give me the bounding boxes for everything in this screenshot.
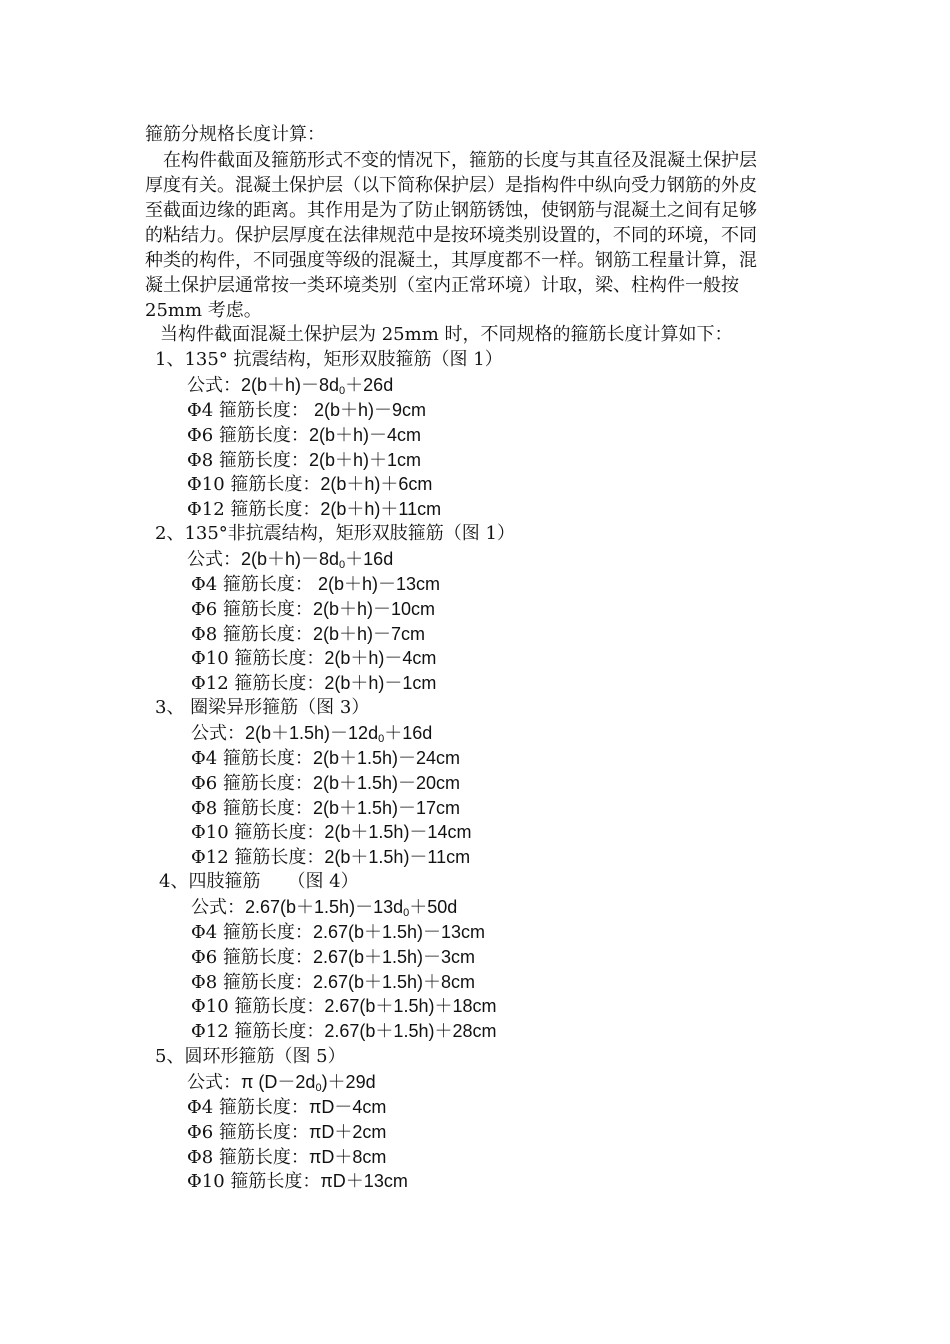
paragraph-line: 种类的构件，不同强度等级的混凝土，其厚度都不一样。钢筋工程量计算，混 bbox=[145, 250, 757, 271]
item-value: πD＋8cm bbox=[308, 1146, 387, 1167]
item-value: 2(b＋h)－10cm bbox=[312, 598, 435, 619]
item-line bbox=[159, 970, 496, 995]
item-label: Φ6 箍筋长度： bbox=[191, 772, 313, 794]
formula-sub: 0 bbox=[339, 558, 346, 571]
item-line bbox=[155, 820, 471, 845]
item-value: 2(b＋h)＋6cm bbox=[320, 474, 433, 495]
section-2 bbox=[155, 522, 515, 696]
item-line bbox=[155, 1145, 408, 1170]
item-line bbox=[159, 945, 496, 970]
item-value: 2.67(b＋1.5h)＋8cm bbox=[312, 971, 476, 992]
item-value: 2(b＋h)－4cm bbox=[324, 648, 437, 669]
item-value: 2(b＋h)－4cm bbox=[308, 424, 421, 445]
formula-pre: 2(b＋h)－8d bbox=[241, 374, 340, 395]
item-value: 2(b＋1.5h)－24cm bbox=[312, 747, 460, 768]
item-value: 2(b＋h)－9cm bbox=[308, 399, 426, 420]
item-label: Φ4 箍筋长度： bbox=[187, 399, 309, 421]
formula-label: 公式： bbox=[187, 548, 241, 570]
item-label: Φ4 箍筋长度： bbox=[191, 747, 313, 769]
section-heading: 5、圆环形箍筋（图 5） bbox=[155, 1046, 346, 1067]
paragraph-line: 的粘结力。保护层厚度在法律规范中是按环境类别设置的，不同的环境，不同 bbox=[145, 225, 757, 246]
item-line bbox=[155, 1120, 408, 1145]
section-1 bbox=[155, 348, 503, 522]
item-value: 2(b＋1.5h)－20cm bbox=[312, 772, 460, 793]
item-line bbox=[155, 845, 471, 870]
section-heading: 4、四肢箍筋 （图 4） bbox=[159, 871, 359, 892]
item-value: πD＋2cm bbox=[308, 1121, 387, 1142]
item-value: 2.67(b＋1.5h)－13cm bbox=[312, 921, 486, 942]
formula-line bbox=[155, 373, 503, 398]
formula-post: ＋16d bbox=[384, 722, 433, 743]
section-5 bbox=[155, 1045, 408, 1194]
item-value: 2.67(b＋1.5h)＋18cm bbox=[324, 996, 497, 1017]
item-label: Φ4 箍筋长度： bbox=[187, 1096, 309, 1118]
item-label: Φ4 箍筋长度： bbox=[191, 921, 313, 943]
paragraph-line: 凝土保护层通常按一类环境类别（室内正常环境）计取，梁、柱构件一般按 bbox=[145, 275, 739, 296]
formula-label: 公式： bbox=[191, 896, 245, 918]
item-label: Φ10 箍筋长度： bbox=[191, 996, 325, 1018]
item-line bbox=[155, 622, 515, 647]
item-label: Φ10 箍筋长度： bbox=[187, 474, 321, 496]
item-label: Φ8 箍筋长度： bbox=[187, 449, 309, 471]
item-label: Φ8 箍筋长度： bbox=[191, 623, 313, 645]
formula-post: )＋29d bbox=[321, 1071, 376, 1092]
section-heading: 1、135° 抗震结构，矩形双肢箍筋（图 1） bbox=[155, 349, 503, 370]
item-line bbox=[155, 1095, 408, 1120]
item-line bbox=[155, 472, 503, 497]
paragraph-line: 25mm 考虑。 bbox=[145, 300, 262, 321]
section-heading: 3、 圈梁异形箍筋（图 3） bbox=[155, 697, 370, 718]
item-label: Φ10 箍筋长度： bbox=[187, 1171, 321, 1193]
formula-line bbox=[159, 895, 496, 920]
formula-sub: 0 bbox=[378, 732, 385, 745]
item-line bbox=[155, 572, 515, 597]
item-line bbox=[155, 796, 471, 821]
item-label: Φ6 箍筋长度： bbox=[191, 598, 313, 620]
formula-line bbox=[155, 547, 515, 572]
item-value: 2(b＋1.5h)－11cm bbox=[324, 847, 471, 868]
item-label: Φ4 箍筋长度： bbox=[191, 573, 313, 595]
item-line bbox=[155, 423, 503, 448]
item-label: Φ8 箍筋长度： bbox=[191, 971, 313, 993]
formula-sub: 0 bbox=[403, 906, 410, 919]
item-label: Φ8 箍筋长度： bbox=[191, 797, 313, 819]
formula-pre: 2.67(b＋1.5h)－13d bbox=[245, 896, 404, 917]
formula-post: ＋16d bbox=[345, 548, 394, 569]
item-label: Φ12 箍筋长度： bbox=[187, 499, 321, 521]
item-value: 2(b＋h)－7cm bbox=[312, 623, 425, 644]
item-label: Φ12 箍筋长度： bbox=[191, 847, 325, 869]
document-title: 箍筋分规格长度计算： bbox=[145, 124, 325, 145]
section-heading: 2、135°非抗震结构，矩形双肢箍筋（图 1） bbox=[155, 523, 515, 544]
formula-label: 公式： bbox=[191, 722, 245, 744]
formula-sub: 0 bbox=[339, 384, 346, 397]
formula-sub: 0 bbox=[315, 1081, 322, 1094]
body-paragraph bbox=[145, 148, 800, 323]
item-line bbox=[155, 398, 503, 423]
item-line bbox=[155, 448, 503, 473]
item-value: πD＋13cm bbox=[320, 1171, 408, 1192]
item-value: 2(b＋h)＋1cm bbox=[308, 449, 421, 470]
item-label: Φ8 箍筋长度： bbox=[187, 1146, 309, 1168]
item-label: Φ12 箍筋长度： bbox=[191, 1021, 325, 1043]
formula-line bbox=[155, 721, 471, 746]
item-value: 2(b＋h)－1cm bbox=[324, 673, 437, 694]
formula-line bbox=[155, 1070, 408, 1095]
formula-pre: π (D－2d bbox=[241, 1071, 316, 1092]
item-label: Φ10 箍筋长度： bbox=[191, 822, 325, 844]
item-line bbox=[159, 994, 496, 1019]
item-value: 2(b＋h)－13cm bbox=[312, 573, 440, 594]
section-3 bbox=[155, 696, 471, 870]
item-value: 2(b＋h)＋11cm bbox=[320, 499, 442, 520]
formula-pre: 2(b＋h)－8d bbox=[241, 548, 340, 569]
item-line bbox=[155, 597, 515, 622]
formula-label: 公式： bbox=[187, 374, 241, 396]
formula-post: ＋26d bbox=[345, 374, 394, 395]
item-label: Φ6 箍筋长度： bbox=[187, 424, 309, 446]
item-value: πD－4cm bbox=[308, 1096, 387, 1117]
formula-label: 公式： bbox=[187, 1071, 241, 1093]
item-line bbox=[155, 671, 515, 696]
item-value: 2.67(b＋1.5h)－3cm bbox=[312, 946, 476, 967]
item-label: Φ12 箍筋长度： bbox=[191, 673, 325, 695]
item-line bbox=[155, 771, 471, 796]
paragraph-line: 厚度有关。混凝土保护层（以下简称保护层）是指构件中纵向受力钢筋的外皮 bbox=[145, 175, 757, 196]
item-line bbox=[155, 497, 503, 522]
item-line bbox=[155, 1169, 408, 1194]
item-line bbox=[155, 646, 515, 671]
item-value: 2(b＋1.5h)－14cm bbox=[324, 822, 472, 843]
item-label: Φ10 箍筋长度： bbox=[191, 648, 325, 670]
item-line bbox=[155, 746, 471, 771]
paragraph-line: 在构件截面及箍筋形式不变的情况下，箍筋的长度与其直径及混凝土保护层 bbox=[163, 150, 757, 171]
section-4 bbox=[159, 870, 496, 1044]
item-line bbox=[159, 1019, 496, 1044]
paragraph-line: 至截面边缘的距离。其作用是为了防止钢筋锈蚀，使钢筋与混凝土之间有足够 bbox=[145, 200, 757, 221]
item-line bbox=[159, 920, 496, 945]
intro-line: 当构件截面混凝土保护层为 25mm 时，不同规格的箍筋长度计算如下： bbox=[160, 324, 733, 345]
formula-post: ＋50d bbox=[409, 896, 458, 917]
item-value: 2.67(b＋1.5h)＋28cm bbox=[324, 1021, 497, 1042]
formula-pre: 2(b＋1.5h)－12d bbox=[245, 722, 379, 743]
item-label: Φ6 箍筋长度： bbox=[191, 946, 313, 968]
item-label: Φ6 箍筋长度： bbox=[187, 1121, 309, 1143]
item-value: 2(b＋1.5h)－17cm bbox=[312, 797, 460, 818]
